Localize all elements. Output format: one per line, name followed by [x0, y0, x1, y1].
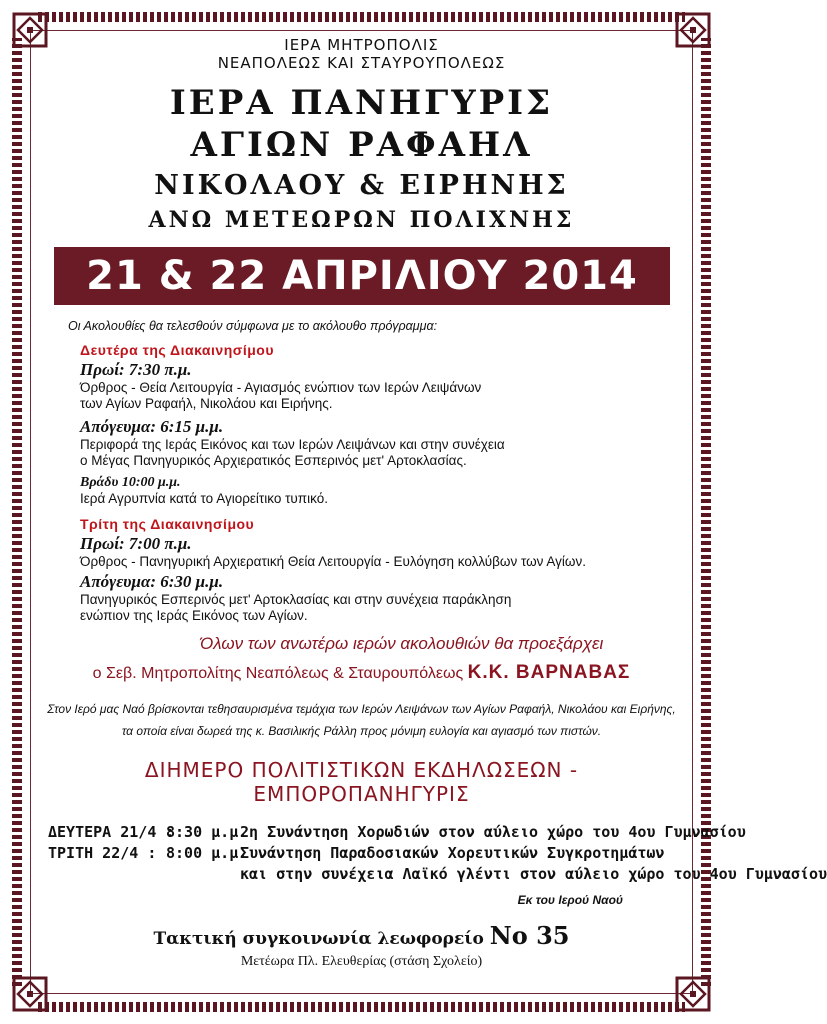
- event-text: 2η Συνάντηση Χορωδιών στον αύλειο χώρο του 4ου Γυμνασίου: [240, 823, 746, 841]
- tuesday-afternoon-desc1: Πανηγυρικός Εσπερινός μετ' Αρτοκλασίας και στην συνέχεια παράκληση: [80, 592, 512, 607]
- officiant-name: Κ.Κ. ΒΑΡΝΑΒΑΣ: [467, 662, 631, 683]
- corner-ornament-icon: [671, 972, 715, 1016]
- date-banner: 21 & 22 ΑΠΡΙΛΙΟΥ 2014: [54, 247, 670, 305]
- tuesday-morning-time: Πρωί: 7:00 π.μ.: [80, 534, 192, 553]
- transport-label: Τακτική συγκοινωνία λεωφορείο: [153, 929, 484, 949]
- metropolis-line2: ΝΕΑΠΟΛΕΩΣ ΚΑΙ ΣΤΑΥΡΟΥΠΟΛΕΩΣ: [217, 54, 506, 72]
- officiant-title: ο Σεβ. Μητροπολίτης Νεαπόλεως & Σταυρουπόλεως: [92, 665, 464, 682]
- tuesday-afternoon-desc2: ενώπιον της Ιεράς Εικόνος των Αγίων.: [80, 608, 308, 623]
- border-right: [701, 38, 711, 986]
- relics-note: [40, 698, 683, 742]
- tuesday-afternoon-time: Απόγευμα: 6:30 μ.μ.: [80, 572, 224, 591]
- title-line3: ΝΙΚΟΛΑΟΥ & ΕΙΡΗΝΗΣ: [154, 170, 569, 201]
- poster-content: [40, 36, 827, 970]
- monday-night-time: Βράδυ 10:00 μ.μ.: [80, 475, 181, 490]
- title-line4: ΑΝΩ ΜΕΤΕΩΡΩΝ ΠΟΛΙΧΝΗΣ: [148, 207, 575, 233]
- officiant-line1: Όλων των ανωτέρω ιερών ακολουθιών θα προεξάρχει: [199, 634, 604, 653]
- event-text-continued: και στην συνέχεια Λαϊκό γλέντι στον αύλειο χώρο του 4ου Γυμνασίου: [240, 865, 827, 883]
- relics-line1: Στον Ιερό μας Ναό βρίσκονται τεθησαυρισμένα τεμάχια των Ιερών Λειψάνων των Αγίων Ραφαήλ, Νικολάου και Ειρήνης,: [47, 702, 676, 716]
- corner-ornament-icon: [8, 972, 52, 1016]
- monday-afternoon-desc1: Περιφορά της Ιεράς Εικόνος και των Ιερών Λειψάνων και στην συνέχεια: [80, 437, 505, 452]
- monday-morning-desc1: Όρθρος - Θεία Λειτουργία - Αγιασμός ενώπιον των Ιερών Λειψάνων: [80, 380, 482, 395]
- border-top: [38, 12, 685, 22]
- transport-stop: Μετέωρα Πλ. Ελευθερίας (στάση Σχολείο): [240, 954, 483, 969]
- event-text: Συνάντηση Παραδοσιακών Χορευτικών Συγκροτημάτων: [240, 844, 665, 862]
- border-left: [12, 38, 22, 986]
- tuesday-morning-desc: Όρθρος - Πανηγυρική Αρχιερατική Θεία Λειτουργία - Ευλόγηση κολλύβων των Αγίων.: [80, 554, 586, 569]
- event-row: [48, 822, 746, 843]
- event-time: 8:00 μ.μ.: [166, 844, 248, 862]
- signature: Εκ του Ιερού Ναού: [517, 893, 623, 907]
- tuesday-title: Τρίτη της Διακαινησίμου: [80, 516, 255, 532]
- event-day: ΤΡΙΤΗ 22/4 :: [48, 844, 157, 862]
- monday-night-desc: Ιερά Αγρυπνία κατά το Αγιορείτικο τυπικό.: [80, 491, 328, 506]
- cultural-events-title: ΔΙΗΜΕΡΟ ΠΟΛΙΤΙΣΤΙΚΩΝ ΕΚΔΗΛΩΣΕΩΝ - ΕΜΠΟΡΟΠΑΝΗΓΥΡΙΣ: [144, 758, 579, 806]
- event-day: ΔΕΥΤΕΡΑ 21/4 :: [48, 823, 175, 841]
- program-intro: Οι Ακολουθίες θα τελεσθούν σύμφωνα με το ακόλουθο πρόγραμμα:: [68, 319, 438, 333]
- transport-line: [40, 921, 683, 950]
- border-bottom: [38, 1002, 685, 1012]
- title-line1: ΙΕΡΑ ΠΑΝΗΓΥΡΙΣ: [169, 83, 554, 123]
- transport-number: Νο 35: [489, 921, 570, 950]
- monday-morning-desc2: των Αγίων Ραφαήλ, Νικολάου και Ειρήνης.: [80, 396, 333, 411]
- monday-title: Δευτέρα της Διακαινησίμου: [80, 342, 274, 358]
- metropolis-line1: ΙΕΡΑ ΜΗΤΡΟΠΟΛΙΣ: [284, 36, 439, 54]
- event-row: [48, 843, 683, 864]
- officiant-line2: [40, 662, 683, 684]
- cultural-events: [48, 822, 827, 885]
- monday-afternoon-time: Απόγευμα: 6:15 μ.μ.: [80, 417, 224, 436]
- event-time: 8:30 μ.μ.: [166, 823, 248, 841]
- title-line2: ΑΓΙΩΝ ΡΑΦΑΗΛ: [190, 125, 533, 165]
- monday-morning-time: Πρωί: 7:30 π.μ.: [80, 360, 192, 379]
- monday-afternoon-desc2: ο Μέγας Πανηγυρικός Αρχιερατικός Εσπερινός μετ' Αρτοκλασίας.: [80, 453, 467, 468]
- relics-line2: τα οποία είναι δωρεά της κ. Βασιλικής Ράλλη προς μόνιμη ευλογία και αγιασμό των πιστών.: [121, 724, 602, 738]
